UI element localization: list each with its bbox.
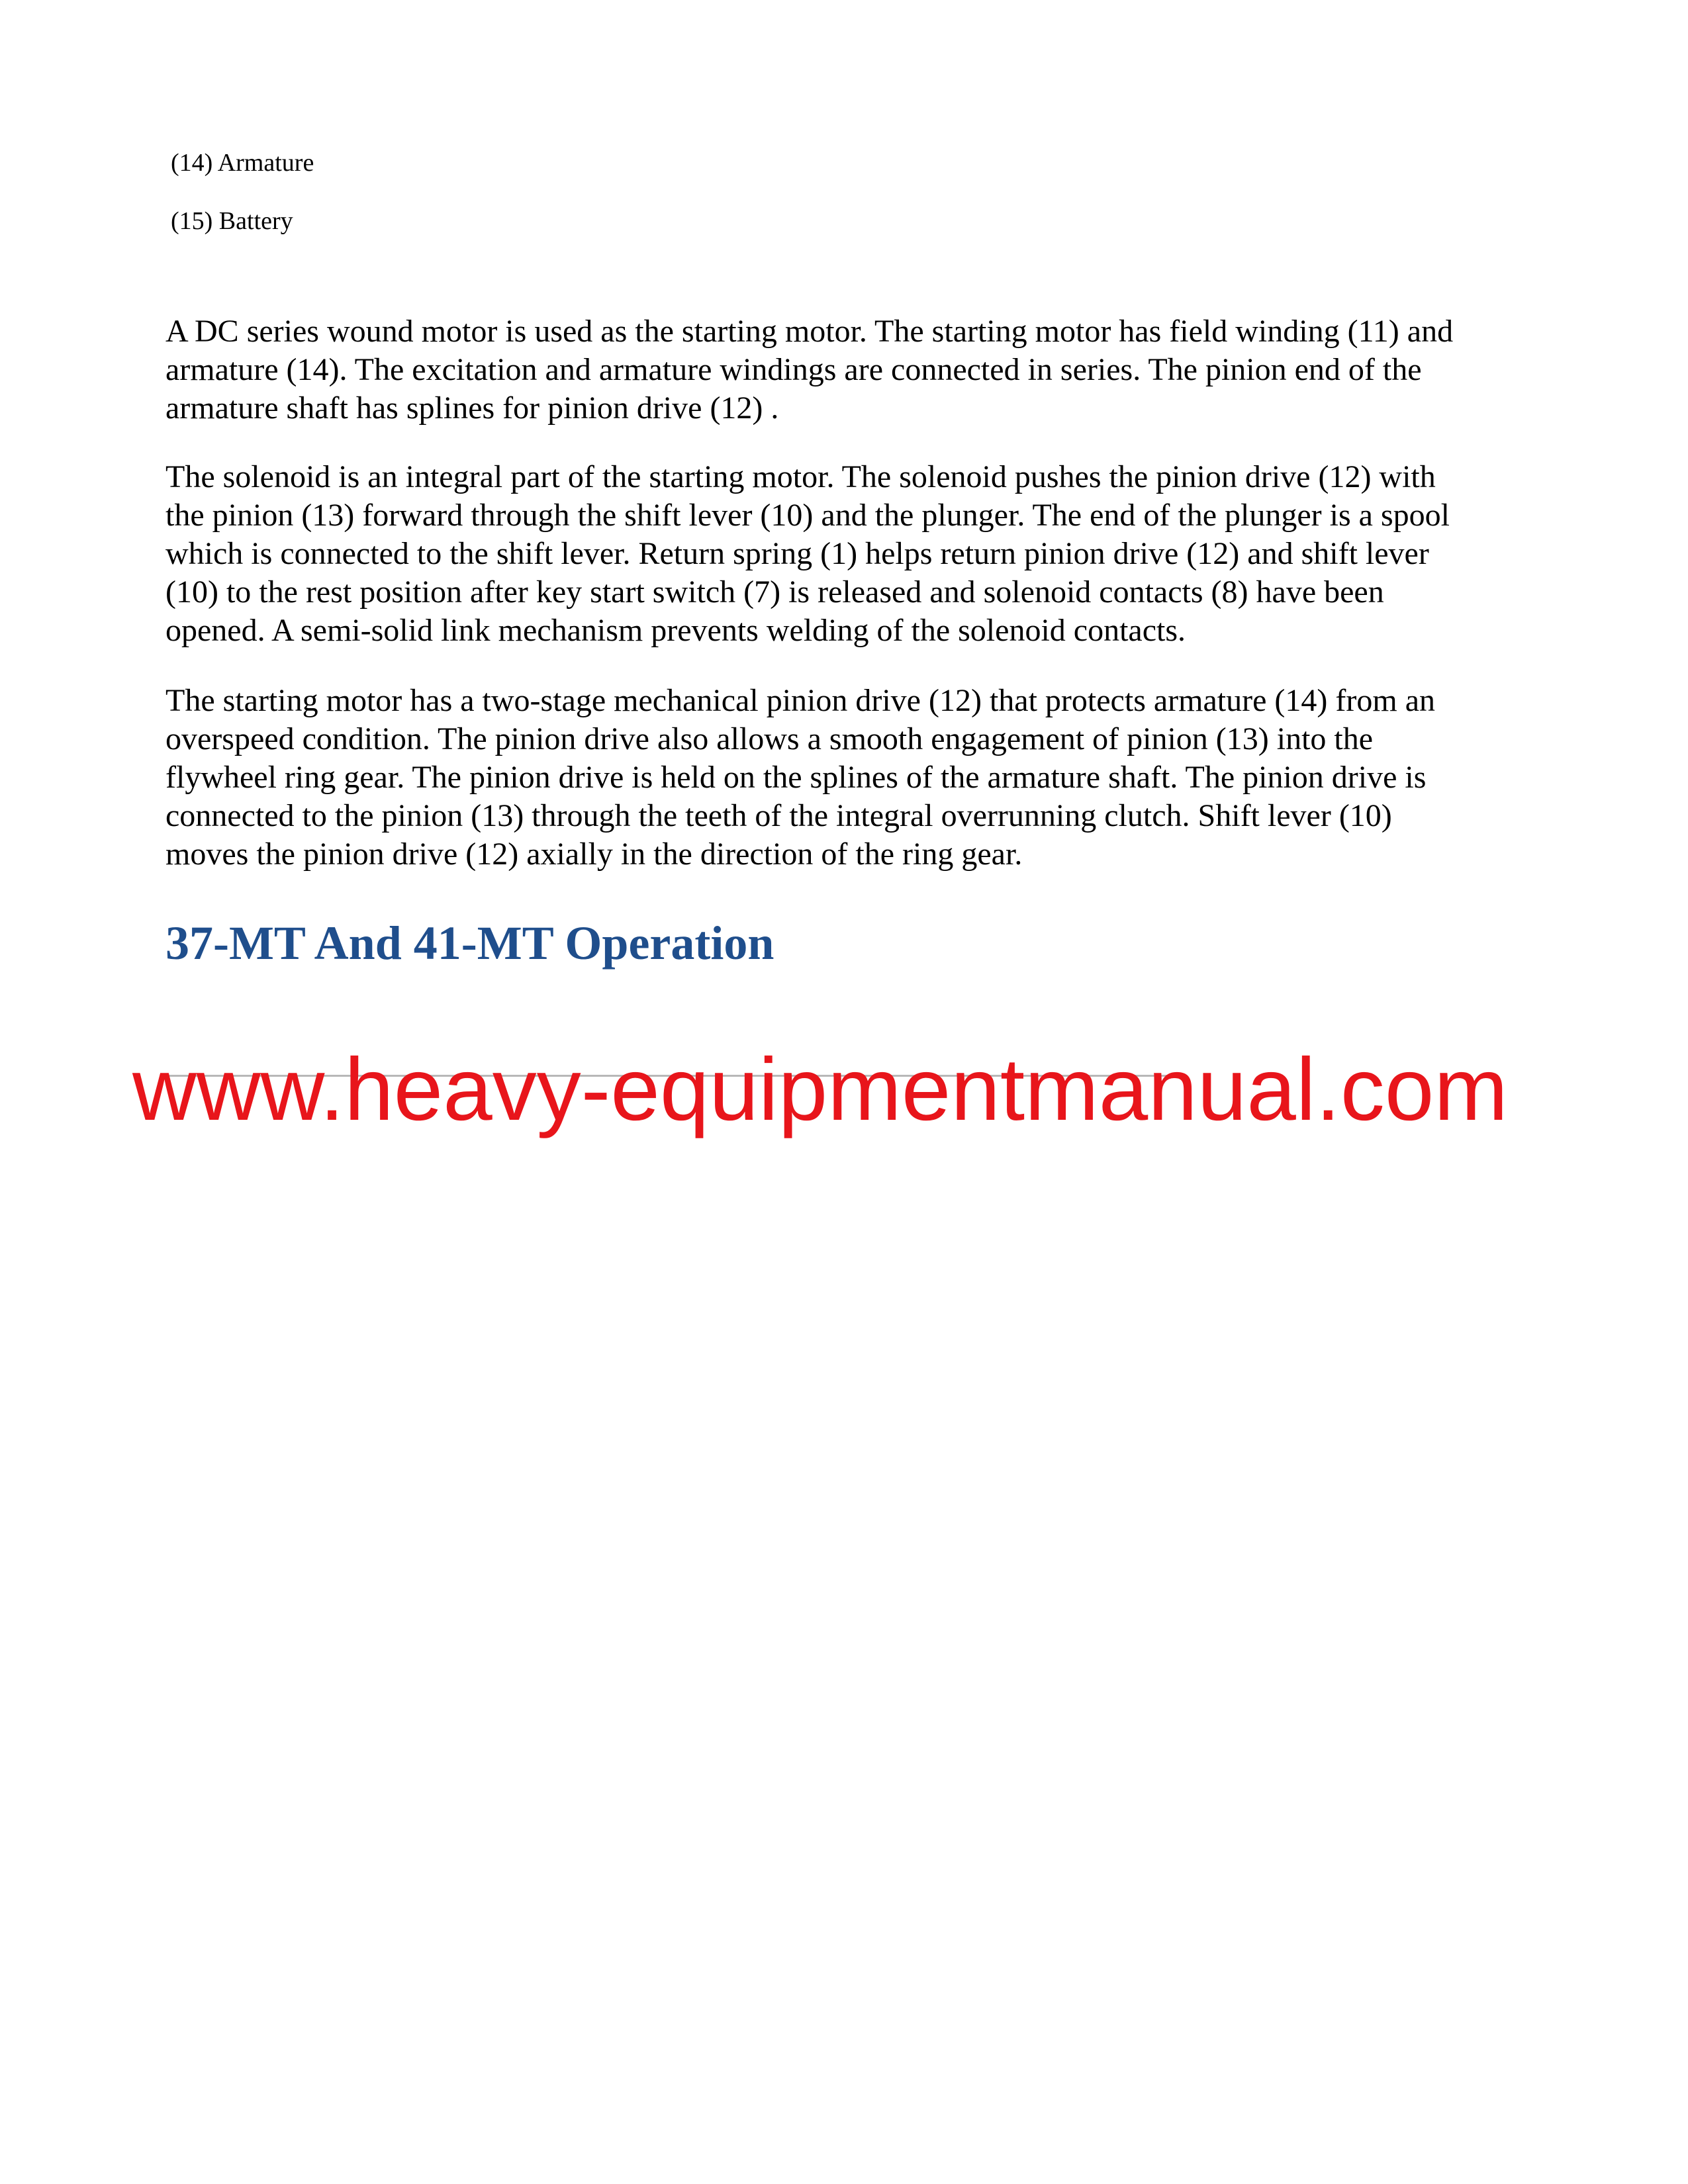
paragraph-line: flywheel ring gear. The pinion drive is held on the splines of the armature shaft. The pinion drive is bbox=[165, 760, 1427, 795]
paragraph-line: connected to the pinion (13) through the teeth of the integral overrunning clutch. Shift lever (10) bbox=[165, 798, 1392, 833]
paragraph-line: (10) to the rest position after key start switch (7) is released and solenoid contacts (8) have been bbox=[165, 574, 1384, 610]
paragraph-line: A DC series wound motor is used as the starting motor. The starting motor has field winding (11) and bbox=[165, 314, 1454, 349]
paragraph-line: The starting motor has a two-stage mechanical pinion drive (12) that protects armature (14) from an bbox=[165, 683, 1436, 718]
section-heading: 37-MT And 41-MT Operation bbox=[165, 917, 774, 970]
paragraph-line: moves the pinion drive (12) axially in the direction of the ring gear. bbox=[165, 837, 1023, 872]
paragraph-line: The solenoid is an integral part of the starting motor. The solenoid pushes the pinion drive (12) with bbox=[165, 459, 1436, 494]
paragraph-dc-motor bbox=[165, 312, 1529, 428]
paragraph-line: the pinion (13) forward through the shift lever (10) and the plunger. The end of the plunger is a spool bbox=[165, 498, 1450, 533]
paragraph-line: armature (14). The excitation and armature windings are connected in series. The pinion end of the bbox=[165, 352, 1422, 387]
paragraph-line: opened. A semi-solid link mechanism prevents welding of the solenoid contacts. bbox=[165, 613, 1186, 648]
legend-item-armature: (14) Armature bbox=[171, 149, 314, 177]
paragraph-solenoid bbox=[165, 458, 1529, 650]
paragraph-line: overspeed condition. The pinion drive also allows a smooth engagement of pinion (13) into the bbox=[165, 721, 1374, 756]
legend-item-battery: (15) Battery bbox=[171, 207, 293, 235]
watermark-url: www.heavy-equipmentmanual.com bbox=[132, 1040, 1508, 1139]
paragraph-line: which is connected to the shift lever. Return spring (1) helps return pinion drive (12) and shift lever bbox=[165, 536, 1429, 571]
paragraph-line: armature shaft has splines for pinion drive (12) . bbox=[165, 390, 779, 426]
paragraph-pinion-drive bbox=[165, 682, 1529, 874]
